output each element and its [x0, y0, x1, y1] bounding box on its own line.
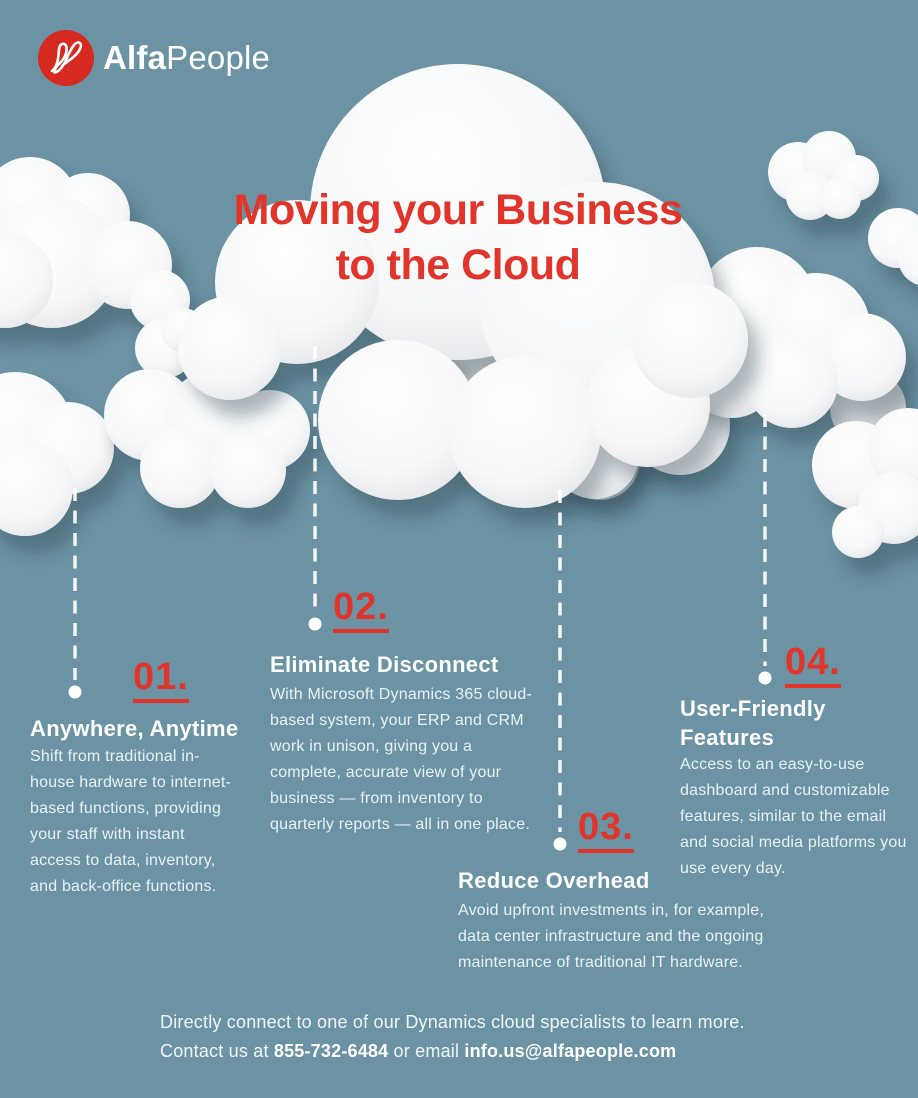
title-line-1: Moving your Business: [233, 186, 683, 234]
logo-wordmark: [103, 39, 270, 77]
section-heading-reduce-overhead: Reduce Overhead: [458, 868, 650, 893]
section-heading-anywhere-anytime: Anywhere, Anytime: [30, 716, 239, 741]
cloud-top-left: [0, 157, 190, 330]
section-body-user-friendly-features: Access to an easy-to-use dashboard and customizable features, similar to the email and social media platforms you use every day.: [680, 756, 907, 877]
section-number-01: 01.: [133, 658, 189, 703]
footer-contact-middle: or email: [388, 1041, 465, 1061]
cloud-right-edge: [868, 208, 918, 286]
footer-contact-prefix: Contact us at: [160, 1041, 274, 1061]
title-line-2: to the Cloud: [335, 241, 581, 289]
section-number-04: 04.: [785, 643, 841, 688]
footer-email-address: info.us@alfapeople.com: [464, 1041, 677, 1061]
connector-dot-01: [69, 686, 82, 699]
logo-word-alfa: Alfa: [103, 39, 167, 76]
footer-line-2: [160, 1037, 745, 1066]
section-heading-eliminate-disconnect: Eliminate Disconnect: [270, 652, 499, 677]
contact-footer: [160, 1008, 745, 1066]
section-body-reduce-overhead: Avoid upfront investments in, for example, data center infrastructure and the ongoing maintenance of traditional IT hardware.: [458, 902, 765, 971]
footer-phone-number: 855-732-6484: [273, 1041, 389, 1061]
footer-line-1: Directly connect to one of our Dynamics cloud specialists to learn more.: [160, 1012, 745, 1032]
section-body-anywhere-anytime: Shift from traditional in-house hardware to internet-based functions, providing your staff with instant access to data, inventory, and back-office functions.: [30, 748, 232, 895]
connector-dot-02: [309, 618, 322, 631]
section-number-02: 02.: [333, 588, 389, 633]
section-number-03: 03.: [578, 808, 634, 853]
section-body-eliminate-disconnect: With Microsoft Dynamics 365 cloud-based system, your ERP and CRM work in unison, giving you a complete, accurate view of your business — from inventory to quarterly reports — all in one place.: [270, 686, 532, 833]
page-title: [178, 183, 738, 293]
cloud-bottom-right: [812, 408, 918, 558]
cloud-left-edge: [0, 372, 114, 536]
alfapeople-logo: [38, 30, 270, 86]
logo-word-people: People: [166, 39, 271, 76]
cloud-top-right: [768, 131, 879, 220]
alfapeople-logo-icon: [38, 30, 94, 86]
section-heading-user-friendly-features: User-Friendly Features: [680, 696, 826, 750]
connector-dot-03: [554, 838, 567, 851]
connector-dot-04: [759, 672, 772, 685]
